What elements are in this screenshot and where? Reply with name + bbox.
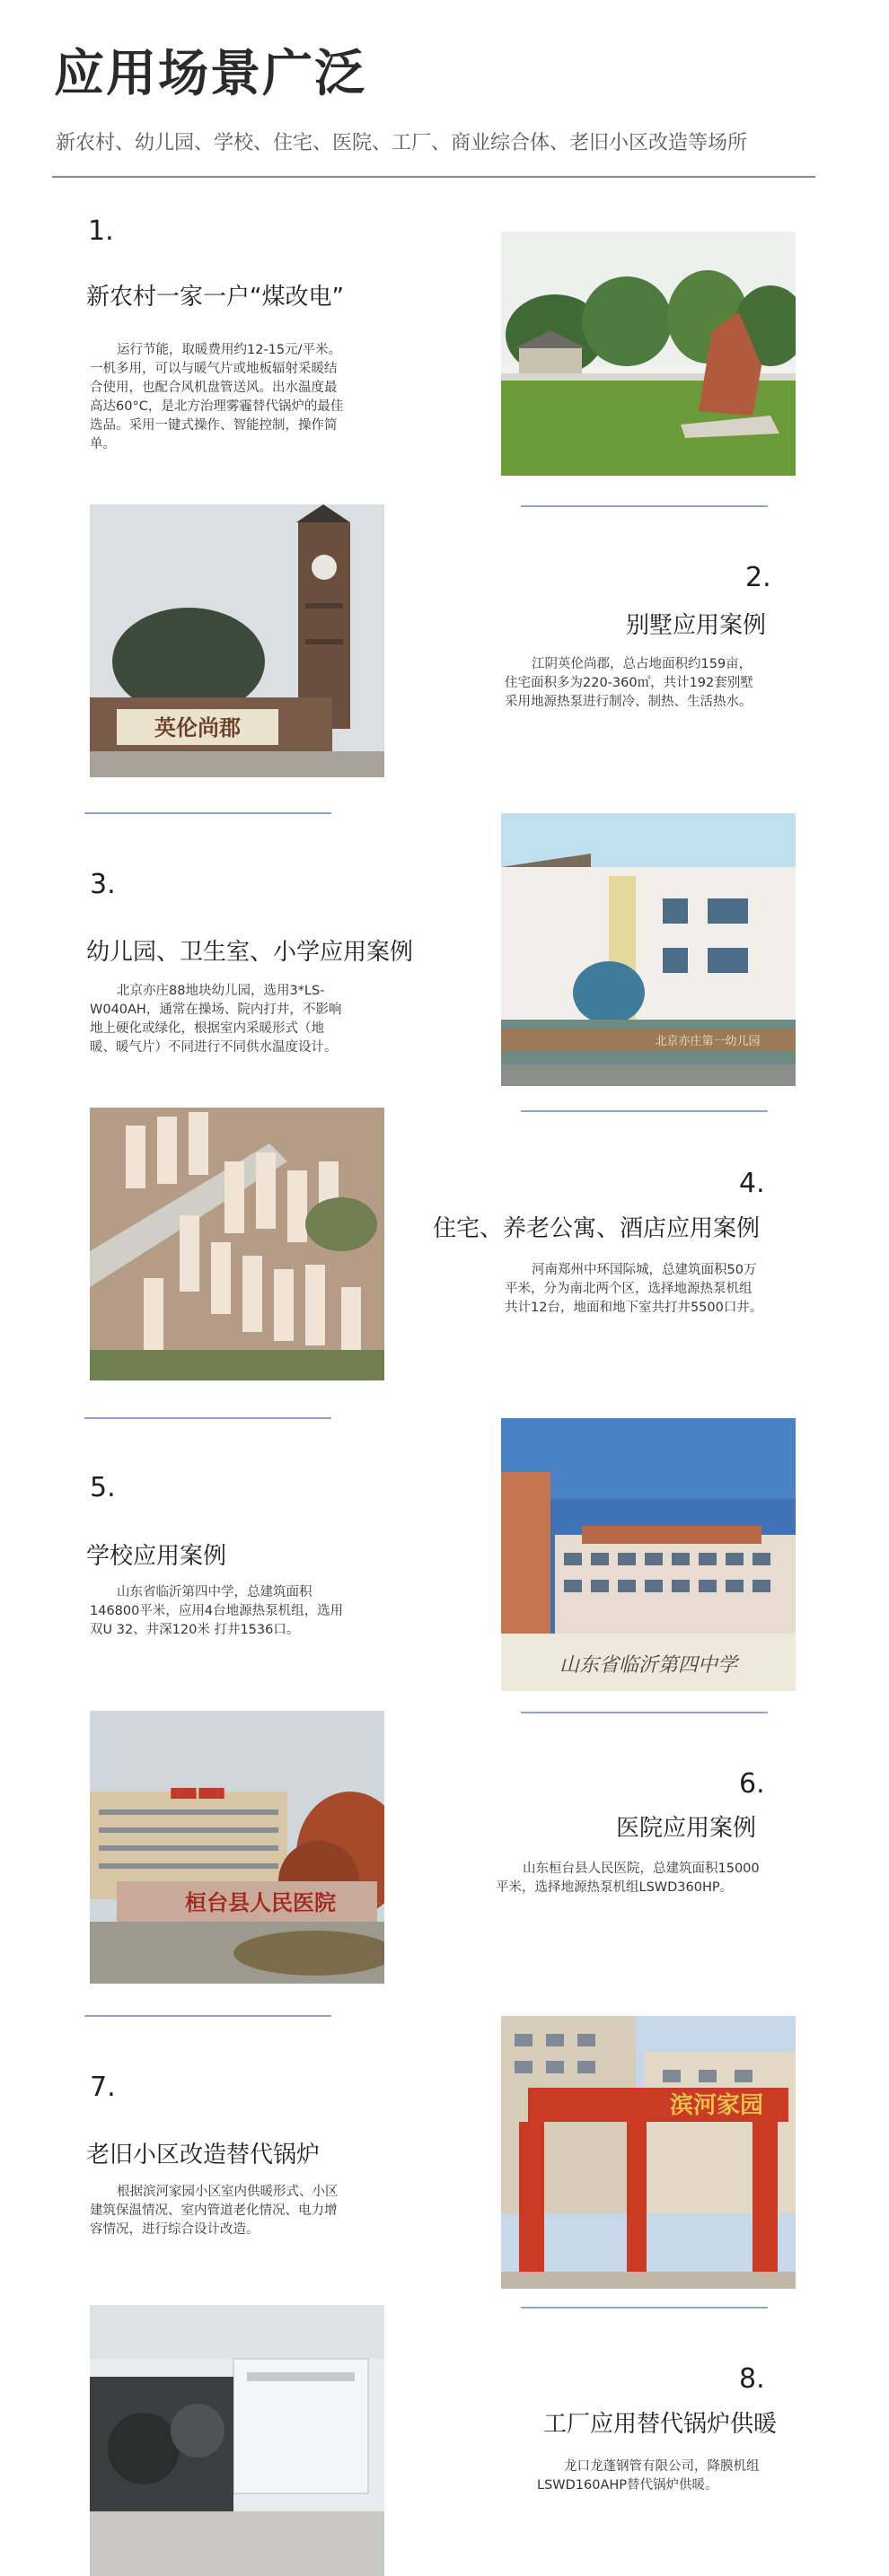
case-8-heading: 工厂应用替代锅炉供暖	[543, 2411, 778, 2438]
case-6-sign-text: 桓台县人民医院	[185, 1892, 336, 1915]
case-3-divider	[521, 1110, 768, 1112]
desc-line: W040AH，通常在操场、院内打井，不影响	[90, 1003, 342, 1017]
case-4-number: 4.	[739, 1168, 765, 1199]
case-6-photo	[90, 1711, 384, 1984]
desc-line: 运行节能，取暖费用约12-15元/平米。	[117, 343, 342, 357]
case-4-divider	[84, 1417, 331, 1419]
title-divider	[52, 176, 815, 178]
desc-line: 江阴英伦尚郡，总占地面积约159亩，	[532, 657, 753, 671]
svg-text:████ ████: ████ ████	[171, 1789, 224, 1799]
case-3-number: 3.	[90, 869, 116, 900]
desc-line: 146800平米，应用4台地源热泵机组，选用	[90, 1604, 344, 1618]
page-title: 应用场景广泛	[54, 45, 366, 103]
case-5-description	[90, 1583, 395, 1640]
desc-line: 采用地源热泵进行制冷、制热、生活热水。	[505, 695, 753, 709]
case-6-divider	[84, 2015, 331, 2017]
desc-line: 暖、暖气片）不同进行不同供水温度设计。	[90, 1040, 338, 1055]
case-6-description	[496, 1860, 801, 1897]
desc-line: 合使用，也配合风机盘管送风。出水温度最	[90, 381, 338, 395]
case-1-description	[90, 341, 395, 454]
case-3-photo	[501, 813, 796, 1086]
case-1-number: 1.	[88, 215, 114, 247]
case-1-divider	[521, 505, 768, 507]
case-4-photo	[90, 1108, 384, 1380]
case-2-description	[505, 655, 801, 712]
desc-line: 选品。采用一键式操作、智能控制，操作简	[90, 418, 338, 433]
desc-line: 地上硬化或绿化，根据室内采暖形式（地	[90, 1021, 324, 1036]
case-7-heading: 老旧小区改造替代锅炉	[86, 2142, 321, 2169]
desc-line: 高达60°C，是北方治理雾霾替代锅炉的最佳	[90, 399, 344, 414]
case-2-photo	[90, 504, 384, 777]
desc-line: 河南郑州中环国际城，总建筑面积50万	[532, 1263, 757, 1277]
desc-line: 双U 32、井深120米 打井1536口。	[90, 1623, 300, 1637]
case-5-number: 5.	[90, 1472, 116, 1503]
page-subtitle: 新农村、幼儿园、学校、住宅、医院、工厂、商业综合体、老旧小区改造等场所	[56, 132, 748, 154]
desc-line: LSWD160AHP替代锅炉供暖。	[537, 2478, 718, 2493]
desc-line: 山东省临沂第四中学，总建筑面积	[117, 1585, 312, 1599]
case-8-photo	[90, 2305, 384, 2576]
desc-line: 根据滨河家园小区室内供暖形式、小区	[117, 2185, 339, 2199]
case-5-divider	[521, 1712, 768, 1713]
case-5-sign-text: 山东省临沂第四中学	[559, 1653, 738, 1676]
case-2-number: 2.	[745, 562, 771, 593]
case-6-heading: 医院应用案例	[616, 1815, 757, 1842]
case-4-description	[505, 1261, 801, 1318]
case-5-heading: 学校应用案例	[86, 1543, 227, 1570]
desc-line: 龙口龙蓬钢管有限公司，降膜机组	[564, 2459, 760, 2474]
case-1-photo	[501, 232, 796, 476]
case-7-number: 7.	[90, 2072, 116, 2103]
desc-line: 建筑保温情况、室内管道老化情况、电力增	[90, 2204, 338, 2218]
case-6-number: 6.	[739, 1768, 765, 1800]
case-2-heading: 别墅应用案例	[626, 612, 767, 639]
case-7-photo	[501, 2016, 796, 2289]
desc-line: 单。	[90, 437, 116, 451]
case-3-description	[90, 982, 395, 1057]
case-8-number: 8.	[739, 2363, 765, 2395]
desc-line: 住宅面积多为220-360㎡，共计192套别墅	[505, 676, 753, 690]
case-3-heading: 幼儿园、卫生室、小学应用案例	[86, 939, 414, 966]
case-2-divider	[84, 812, 331, 814]
case-2-sign-text: 英伦尚郡	[154, 717, 241, 740]
case-1-heading: 新农村一家一户“煤改电”	[86, 284, 344, 311]
desc-line: 平米，分为南北两个区，选择地源热泵机组	[505, 1282, 753, 1296]
case-7-sign-text: 滨河家园	[669, 2092, 764, 2118]
desc-line: 山东桓台县人民医院，总建筑面积15000	[523, 1862, 760, 1876]
case-3-sign-text: 北京亦庄第一幼儿园	[655, 1034, 761, 1047]
desc-line: 一机多用，可以与暖气片或地板辐射采暖结	[90, 362, 338, 376]
case-4-heading: 住宅、养老公寓、酒店应用案例	[433, 1215, 761, 1242]
case-8-description	[537, 2458, 806, 2495]
case-5-photo	[501, 1418, 796, 1691]
desc-line: 容情况，进行综合设计改造。	[90, 2222, 260, 2237]
desc-line: 北京亦庄88地块幼儿园，选用3*LS-	[117, 984, 325, 998]
desc-line: 共计12台，地面和地下室共打井5500口井。	[505, 1301, 763, 1315]
case-7-divider	[521, 2307, 768, 2309]
case-7-description	[90, 2183, 395, 2239]
desc-line: 平米，选择地源热泵机组LSWD360HP。	[496, 1880, 734, 1895]
